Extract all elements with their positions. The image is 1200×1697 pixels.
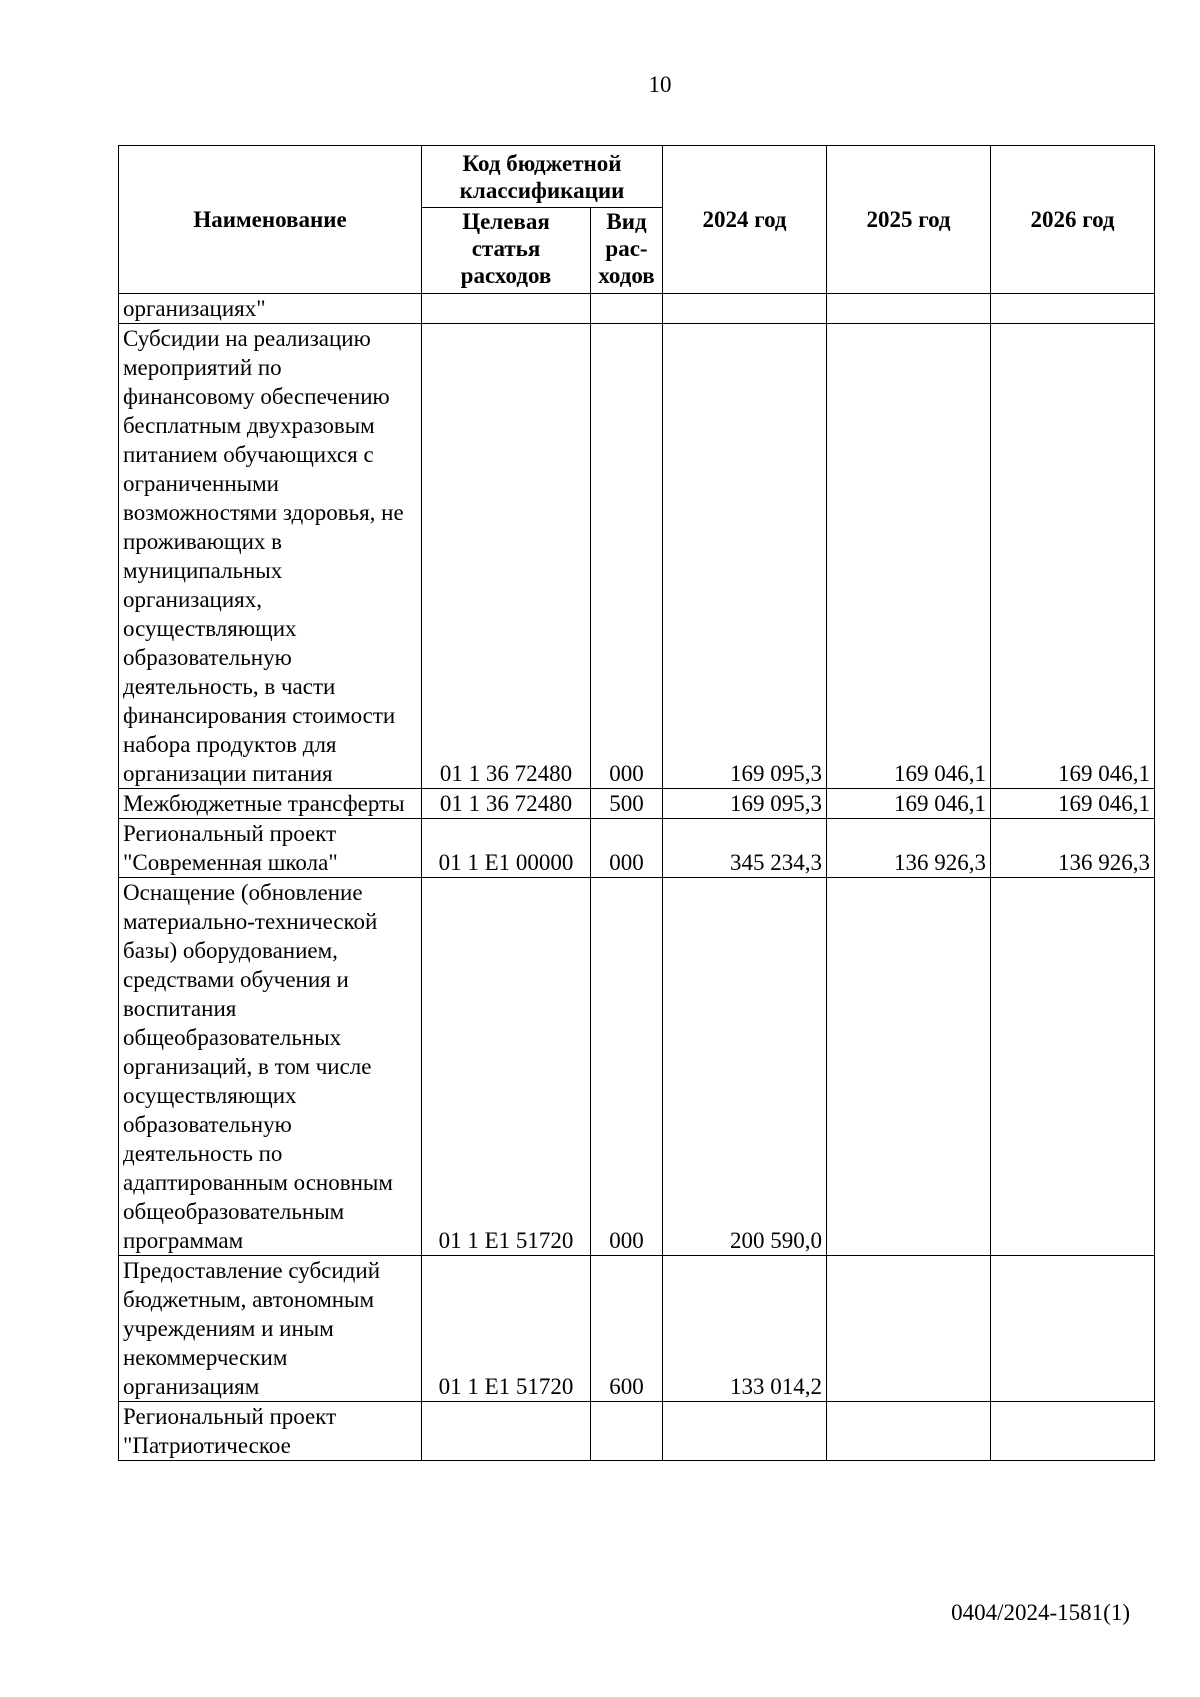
header-expense-type: Вид рас-ходов [591, 208, 663, 294]
row-expense-type [591, 294, 663, 324]
table-row [119, 819, 1155, 878]
row-2025 [827, 878, 991, 1256]
row-2026: 136 926,3 [991, 819, 1155, 878]
row-2026: 169 046,1 [991, 324, 1155, 789]
row-code [422, 294, 591, 324]
row-expense-type: 600 [591, 1256, 663, 1402]
row-expense-type: 000 [591, 819, 663, 878]
header-target-article: Целевая статья расходов [422, 208, 591, 294]
row-2025 [827, 1256, 991, 1402]
row-2025: 136 926,3 [827, 819, 991, 878]
row-name: Региональный проект "Патриотическое [119, 1402, 422, 1461]
row-expense-type: 000 [591, 324, 663, 789]
table-row [119, 1256, 1155, 1402]
row-2025: 169 046,1 [827, 789, 991, 819]
table-row [119, 1402, 1155, 1461]
row-2024: 133 014,2 [663, 1256, 827, 1402]
row-expense-type: 000 [591, 878, 663, 1256]
row-name: Предоставление субсидий бюджетным, автономным учреждениям и иным некоммерческим организациям [119, 1256, 422, 1402]
table-row [119, 324, 1155, 789]
page-number: 10 [648, 72, 672, 97]
table-header-row [119, 146, 1155, 208]
row-expense-type [591, 1402, 663, 1461]
row-name: Межбюджетные трансферты [119, 789, 422, 819]
row-code: 01 1 36 72480 [422, 324, 591, 789]
row-name: Оснащение (обновление материально-технической базы) оборудованием, средствами обучения и воспитания общеобразовательных организаций, в том числе осуществляющих образовательную деятельность по адаптированным основным общеобразовательным программам [119, 878, 422, 1256]
row-code: 01 1 36 72480 [422, 789, 591, 819]
row-2024: 169 095,3 [663, 789, 827, 819]
row-2025 [827, 294, 991, 324]
row-2026 [991, 1256, 1155, 1402]
row-name: Субсидии на реализацию мероприятий по финансовому обеспечению бесплатным двухразовым питанием обучающихся с ограниченными возможностями здоровья, не проживающих в муниципальных организациях, осуществляющих образовательную деятельность, в части финансирования стоимости набора продуктов для организации питания [119, 324, 422, 789]
row-2026: 169 046,1 [991, 789, 1155, 819]
table-row [119, 294, 1155, 324]
row-2024: 200 590,0 [663, 878, 827, 1256]
row-code: 01 1 E1 00000 [422, 819, 591, 878]
row-2024: 169 095,3 [663, 324, 827, 789]
row-2024: 345 234,3 [663, 819, 827, 878]
table-row [119, 789, 1155, 819]
row-code: 01 1 E1 51720 [422, 1256, 591, 1402]
row-code: 01 1 E1 51720 [422, 878, 591, 1256]
header-2024: 2024 год [663, 146, 827, 294]
header-name: Наименование [119, 146, 422, 294]
row-2024 [663, 294, 827, 324]
row-name: Региональный проект "Современная школа" [119, 819, 422, 878]
header-2026: 2026 год [991, 146, 1155, 294]
table-row [119, 878, 1155, 1256]
row-2026 [991, 294, 1155, 324]
row-2025: 169 046,1 [827, 324, 991, 789]
row-name: организациях" [119, 294, 422, 324]
row-expense-type: 500 [591, 789, 663, 819]
document-id: 0404/2024-1581(1) [951, 1600, 1130, 1625]
row-2026 [991, 878, 1155, 1256]
row-code [422, 1402, 591, 1461]
row-2024 [663, 1402, 827, 1461]
budget-table [118, 145, 1155, 1461]
header-code-group: Код бюджетной классификации [422, 146, 663, 208]
row-2026 [991, 1402, 1155, 1461]
row-2025 [827, 1402, 991, 1461]
header-2025: 2025 год [827, 146, 991, 294]
